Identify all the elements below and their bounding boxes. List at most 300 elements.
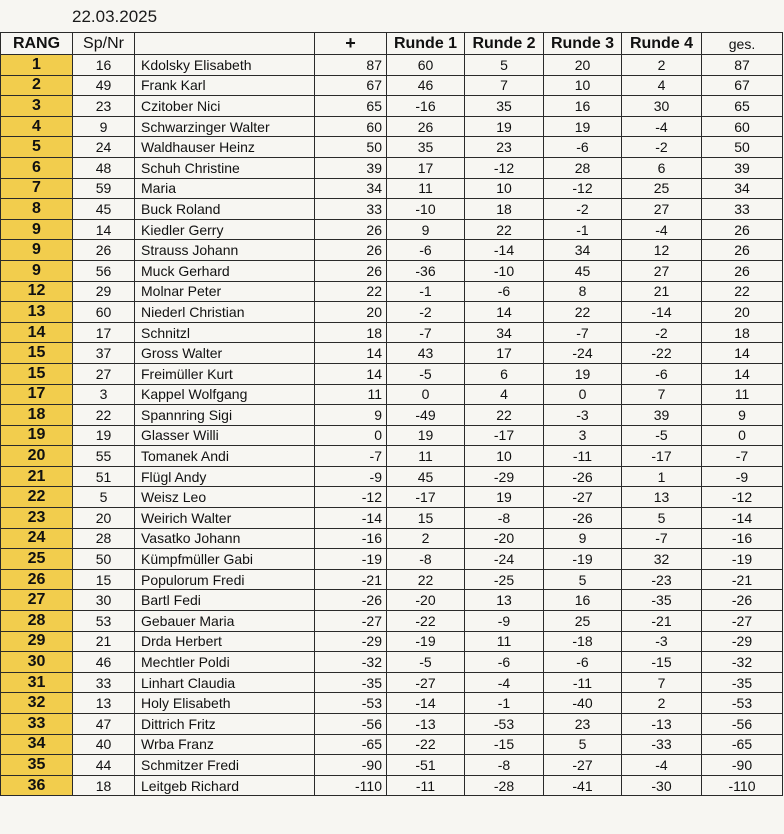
name-cell: Frank Karl bbox=[135, 75, 315, 96]
runde-1-cell: -49 bbox=[387, 405, 465, 426]
date-label: 22.03.2025 bbox=[72, 7, 158, 26]
runde-3-cell: -6 bbox=[544, 652, 622, 673]
name-cell: Gross Walter bbox=[135, 343, 315, 364]
rang-cell: 34 bbox=[1, 734, 73, 755]
runde-4-cell: 5 bbox=[622, 508, 702, 529]
table-row bbox=[1, 302, 783, 323]
name-cell: Molnar Peter bbox=[135, 281, 315, 302]
runde-3-cell: 20 bbox=[544, 55, 622, 76]
rang-cell: 24 bbox=[1, 528, 73, 549]
plus-cell: 18 bbox=[315, 322, 387, 343]
spnr-cell: 33 bbox=[73, 672, 135, 693]
plus-cell: -35 bbox=[315, 672, 387, 693]
spnr-cell: 47 bbox=[73, 714, 135, 735]
runde-4-cell: -22 bbox=[622, 343, 702, 364]
runde-3-cell: 8 bbox=[544, 281, 622, 302]
ges-cell: 60 bbox=[702, 116, 783, 137]
runde-2-cell: 17 bbox=[465, 343, 544, 364]
rang-cell: 5 bbox=[1, 137, 73, 158]
ges-cell: 14 bbox=[702, 343, 783, 364]
runde-1-cell: 2 bbox=[387, 528, 465, 549]
runde-3-cell: 9 bbox=[544, 528, 622, 549]
results-table bbox=[0, 32, 783, 796]
header-rang: RANG bbox=[1, 33, 73, 55]
runde-1-cell: -13 bbox=[387, 714, 465, 735]
spnr-cell: 56 bbox=[73, 260, 135, 281]
rang-cell: 21 bbox=[1, 466, 73, 487]
name-cell: Dittrich Fritz bbox=[135, 714, 315, 735]
spnr-cell: 17 bbox=[73, 322, 135, 343]
table-row bbox=[1, 281, 783, 302]
runde-3-cell: 0 bbox=[544, 384, 622, 405]
ges-cell: 26 bbox=[702, 240, 783, 261]
table-row bbox=[1, 672, 783, 693]
spnr-cell: 14 bbox=[73, 219, 135, 240]
plus-cell: -65 bbox=[315, 734, 387, 755]
plus-cell: -26 bbox=[315, 590, 387, 611]
plus-cell: -9 bbox=[315, 466, 387, 487]
header-runde-2: Runde 2 bbox=[465, 33, 544, 55]
runde-3-cell: -2 bbox=[544, 199, 622, 220]
runde-1-cell: -8 bbox=[387, 549, 465, 570]
rang-cell: 15 bbox=[1, 363, 73, 384]
runde-3-cell: 16 bbox=[544, 590, 622, 611]
runde-3-cell: -24 bbox=[544, 343, 622, 364]
runde-2-cell: -28 bbox=[465, 775, 544, 796]
ges-cell: -29 bbox=[702, 631, 783, 652]
table-row bbox=[1, 157, 783, 178]
runde-2-cell: 22 bbox=[465, 405, 544, 426]
ges-cell: 33 bbox=[702, 199, 783, 220]
runde-1-cell: -10 bbox=[387, 199, 465, 220]
ges-cell: -56 bbox=[702, 714, 783, 735]
runde-4-cell: 32 bbox=[622, 549, 702, 570]
rang-cell: 1 bbox=[1, 55, 73, 76]
plus-cell: 34 bbox=[315, 178, 387, 199]
runde-2-cell: 23 bbox=[465, 137, 544, 158]
rang-cell: 17 bbox=[1, 384, 73, 405]
runde-3-cell: -41 bbox=[544, 775, 622, 796]
spnr-cell: 29 bbox=[73, 281, 135, 302]
runde-1-cell: -7 bbox=[387, 322, 465, 343]
plus-cell: 33 bbox=[315, 199, 387, 220]
runde-1-cell: -5 bbox=[387, 363, 465, 384]
plus-cell: -53 bbox=[315, 693, 387, 714]
spnr-cell: 53 bbox=[73, 611, 135, 632]
plus-cell: 14 bbox=[315, 343, 387, 364]
table-row bbox=[1, 714, 783, 735]
table-row bbox=[1, 384, 783, 405]
runde-2-cell: -53 bbox=[465, 714, 544, 735]
ges-cell: -16 bbox=[702, 528, 783, 549]
plus-cell: -21 bbox=[315, 569, 387, 590]
runde-4-cell: 13 bbox=[622, 487, 702, 508]
runde-3-cell: 34 bbox=[544, 240, 622, 261]
runde-4-cell: 27 bbox=[622, 199, 702, 220]
runde-3-cell: -26 bbox=[544, 466, 622, 487]
spnr-cell: 13 bbox=[73, 693, 135, 714]
runde-4-cell: -5 bbox=[622, 425, 702, 446]
runde-1-cell: 35 bbox=[387, 137, 465, 158]
runde-2-cell: 13 bbox=[465, 590, 544, 611]
table-row bbox=[1, 631, 783, 652]
runde-2-cell: -1 bbox=[465, 693, 544, 714]
rang-cell: 27 bbox=[1, 590, 73, 611]
plus-cell: 26 bbox=[315, 219, 387, 240]
runde-3-cell: 25 bbox=[544, 611, 622, 632]
ges-cell: 20 bbox=[702, 302, 783, 323]
runde-1-cell: 15 bbox=[387, 508, 465, 529]
rang-cell: 14 bbox=[1, 322, 73, 343]
header-runde-4: Runde 4 bbox=[622, 33, 702, 55]
rang-cell: 4 bbox=[1, 116, 73, 137]
runde-1-cell: -6 bbox=[387, 240, 465, 261]
plus-cell: 67 bbox=[315, 75, 387, 96]
name-cell: Mechtler Poldi bbox=[135, 652, 315, 673]
runde-2-cell: -20 bbox=[465, 528, 544, 549]
runde-2-cell: 22 bbox=[465, 219, 544, 240]
plus-cell: -90 bbox=[315, 755, 387, 776]
runde-1-cell: 11 bbox=[387, 446, 465, 467]
runde-1-cell: 11 bbox=[387, 178, 465, 199]
table-row bbox=[1, 137, 783, 158]
runde-1-cell: -5 bbox=[387, 652, 465, 673]
runde-2-cell: 18 bbox=[465, 199, 544, 220]
runde-4-cell: 7 bbox=[622, 384, 702, 405]
ges-cell: -14 bbox=[702, 508, 783, 529]
runde-3-cell: 19 bbox=[544, 363, 622, 384]
ges-cell: -53 bbox=[702, 693, 783, 714]
table-body bbox=[1, 55, 783, 796]
plus-cell: -16 bbox=[315, 528, 387, 549]
table-row bbox=[1, 528, 783, 549]
table-row bbox=[1, 178, 783, 199]
plus-cell: -29 bbox=[315, 631, 387, 652]
rang-cell: 2 bbox=[1, 75, 73, 96]
runde-3-cell: 5 bbox=[544, 734, 622, 755]
plus-cell: 9 bbox=[315, 405, 387, 426]
table-row bbox=[1, 734, 783, 755]
name-cell: Maria bbox=[135, 178, 315, 199]
ges-cell: 67 bbox=[702, 75, 783, 96]
ges-cell: 11 bbox=[702, 384, 783, 405]
runde-2-cell: -17 bbox=[465, 425, 544, 446]
plus-cell: 22 bbox=[315, 281, 387, 302]
runde-2-cell: -24 bbox=[465, 549, 544, 570]
runde-1-cell: -1 bbox=[387, 281, 465, 302]
runde-2-cell: -4 bbox=[465, 672, 544, 693]
ges-cell: 26 bbox=[702, 219, 783, 240]
ges-cell: -90 bbox=[702, 755, 783, 776]
runde-2-cell: -15 bbox=[465, 734, 544, 755]
spnr-cell: 9 bbox=[73, 116, 135, 137]
ges-cell: -35 bbox=[702, 672, 783, 693]
rang-cell: 20 bbox=[1, 446, 73, 467]
runde-2-cell: 6 bbox=[465, 363, 544, 384]
runde-3-cell: -40 bbox=[544, 693, 622, 714]
runde-3-cell: 45 bbox=[544, 260, 622, 281]
table-row bbox=[1, 219, 783, 240]
spnr-cell: 19 bbox=[73, 425, 135, 446]
spnr-cell: 20 bbox=[73, 508, 135, 529]
runde-1-cell: 17 bbox=[387, 157, 465, 178]
spnr-cell: 48 bbox=[73, 157, 135, 178]
plus-cell: -110 bbox=[315, 775, 387, 796]
runde-4-cell: 4 bbox=[622, 75, 702, 96]
rang-cell: 13 bbox=[1, 302, 73, 323]
rang-cell: 29 bbox=[1, 631, 73, 652]
runde-4-cell: -14 bbox=[622, 302, 702, 323]
runde-4-cell: 1 bbox=[622, 466, 702, 487]
runde-3-cell: 28 bbox=[544, 157, 622, 178]
runde-3-cell: -7 bbox=[544, 322, 622, 343]
table-row bbox=[1, 363, 783, 384]
runde-4-cell: 27 bbox=[622, 260, 702, 281]
plus-cell: 65 bbox=[315, 96, 387, 117]
runde-2-cell: -8 bbox=[465, 755, 544, 776]
runde-3-cell: -1 bbox=[544, 219, 622, 240]
rang-cell: 22 bbox=[1, 487, 73, 508]
rang-cell: 6 bbox=[1, 157, 73, 178]
ges-cell: 9 bbox=[702, 405, 783, 426]
runde-1-cell: 0 bbox=[387, 384, 465, 405]
plus-cell: 39 bbox=[315, 157, 387, 178]
rang-cell: 32 bbox=[1, 693, 73, 714]
ges-cell: 18 bbox=[702, 322, 783, 343]
runde-4-cell: -35 bbox=[622, 590, 702, 611]
name-cell: Weirich Walter bbox=[135, 508, 315, 529]
spnr-cell: 18 bbox=[73, 775, 135, 796]
runde-1-cell: -20 bbox=[387, 590, 465, 611]
runde-4-cell: 25 bbox=[622, 178, 702, 199]
runde-2-cell: 34 bbox=[465, 322, 544, 343]
runde-1-cell: -51 bbox=[387, 755, 465, 776]
ges-cell: -19 bbox=[702, 549, 783, 570]
name-cell: Linhart Claudia bbox=[135, 672, 315, 693]
table-row bbox=[1, 466, 783, 487]
runde-2-cell: 19 bbox=[465, 116, 544, 137]
ges-cell: 0 bbox=[702, 425, 783, 446]
ges-cell: 34 bbox=[702, 178, 783, 199]
table-row bbox=[1, 549, 783, 570]
rang-cell: 3 bbox=[1, 96, 73, 117]
name-cell: Populorum Fredi bbox=[135, 569, 315, 590]
runde-1-cell: 43 bbox=[387, 343, 465, 364]
runde-4-cell: 39 bbox=[622, 405, 702, 426]
runde-4-cell: -21 bbox=[622, 611, 702, 632]
ges-cell: 26 bbox=[702, 260, 783, 281]
runde-3-cell: -11 bbox=[544, 446, 622, 467]
plus-cell: -32 bbox=[315, 652, 387, 673]
header-ges: ges. bbox=[702, 33, 783, 55]
ges-cell: 87 bbox=[702, 55, 783, 76]
plus-cell: 60 bbox=[315, 116, 387, 137]
plus-cell: -19 bbox=[315, 549, 387, 570]
runde-3-cell: -27 bbox=[544, 755, 622, 776]
plus-cell: 26 bbox=[315, 240, 387, 261]
name-cell: Buck Roland bbox=[135, 199, 315, 220]
header-runde-3: Runde 3 bbox=[544, 33, 622, 55]
spnr-cell: 16 bbox=[73, 55, 135, 76]
runde-2-cell: -29 bbox=[465, 466, 544, 487]
name-cell: Kiedler Gerry bbox=[135, 219, 315, 240]
rang-cell: 28 bbox=[1, 611, 73, 632]
header-runde-1: Runde 1 bbox=[387, 33, 465, 55]
spnr-cell: 50 bbox=[73, 549, 135, 570]
plus-cell: 26 bbox=[315, 260, 387, 281]
name-cell: Vasatko Johann bbox=[135, 528, 315, 549]
runde-4-cell: 7 bbox=[622, 672, 702, 693]
name-cell: Spannring Sigi bbox=[135, 405, 315, 426]
runde-1-cell: 60 bbox=[387, 55, 465, 76]
ges-cell: -26 bbox=[702, 590, 783, 611]
runde-4-cell: -7 bbox=[622, 528, 702, 549]
table-row bbox=[1, 652, 783, 673]
runde-4-cell: -17 bbox=[622, 446, 702, 467]
spnr-cell: 5 bbox=[73, 487, 135, 508]
plus-cell: -56 bbox=[315, 714, 387, 735]
header-name bbox=[135, 33, 315, 55]
plus-cell: 11 bbox=[315, 384, 387, 405]
runde-3-cell: 16 bbox=[544, 96, 622, 117]
table-row bbox=[1, 199, 783, 220]
rang-cell: 7 bbox=[1, 178, 73, 199]
rang-cell: 25 bbox=[1, 549, 73, 570]
rang-cell: 31 bbox=[1, 672, 73, 693]
name-cell: Freimüller Kurt bbox=[135, 363, 315, 384]
spnr-cell: 45 bbox=[73, 199, 135, 220]
ges-cell: 22 bbox=[702, 281, 783, 302]
plus-cell: -7 bbox=[315, 446, 387, 467]
runde-4-cell: -4 bbox=[622, 755, 702, 776]
runde-4-cell: 12 bbox=[622, 240, 702, 261]
runde-2-cell: -8 bbox=[465, 508, 544, 529]
plus-cell: -12 bbox=[315, 487, 387, 508]
runde-4-cell: -4 bbox=[622, 116, 702, 137]
runde-2-cell: -6 bbox=[465, 652, 544, 673]
runde-1-cell: -22 bbox=[387, 734, 465, 755]
runde-1-cell: -36 bbox=[387, 260, 465, 281]
ges-cell: 14 bbox=[702, 363, 783, 384]
table-row bbox=[1, 755, 783, 776]
runde-4-cell: -33 bbox=[622, 734, 702, 755]
runde-3-cell: 10 bbox=[544, 75, 622, 96]
name-cell: Gebauer Maria bbox=[135, 611, 315, 632]
runde-4-cell: -6 bbox=[622, 363, 702, 384]
spnr-cell: 51 bbox=[73, 466, 135, 487]
runde-4-cell: -4 bbox=[622, 219, 702, 240]
table-row bbox=[1, 75, 783, 96]
name-cell: Waldhauser Heinz bbox=[135, 137, 315, 158]
rang-cell: 19 bbox=[1, 425, 73, 446]
runde-4-cell: 6 bbox=[622, 157, 702, 178]
ges-cell: -110 bbox=[702, 775, 783, 796]
name-cell: Schmitzer Fredi bbox=[135, 755, 315, 776]
runde-2-cell: 10 bbox=[465, 178, 544, 199]
ges-cell: -65 bbox=[702, 734, 783, 755]
runde-1-cell: -22 bbox=[387, 611, 465, 632]
table-row bbox=[1, 240, 783, 261]
table-row bbox=[1, 116, 783, 137]
runde-1-cell: 45 bbox=[387, 466, 465, 487]
table-row bbox=[1, 446, 783, 467]
runde-2-cell: 10 bbox=[465, 446, 544, 467]
ges-cell: -9 bbox=[702, 466, 783, 487]
rang-cell: 23 bbox=[1, 508, 73, 529]
name-cell: Weisz Leo bbox=[135, 487, 315, 508]
runde-3-cell: -3 bbox=[544, 405, 622, 426]
ges-cell: 65 bbox=[702, 96, 783, 117]
runde-1-cell: -11 bbox=[387, 775, 465, 796]
runde-4-cell: -2 bbox=[622, 322, 702, 343]
rang-cell: 9 bbox=[1, 260, 73, 281]
ges-cell: -12 bbox=[702, 487, 783, 508]
runde-4-cell: -30 bbox=[622, 775, 702, 796]
plus-cell: 14 bbox=[315, 363, 387, 384]
table-row bbox=[1, 508, 783, 529]
runde-2-cell: 19 bbox=[465, 487, 544, 508]
runde-4-cell: -2 bbox=[622, 137, 702, 158]
rang-cell: 35 bbox=[1, 755, 73, 776]
table-row bbox=[1, 96, 783, 117]
rang-cell: 12 bbox=[1, 281, 73, 302]
runde-2-cell: 11 bbox=[465, 631, 544, 652]
runde-1-cell: 22 bbox=[387, 569, 465, 590]
runde-4-cell: 30 bbox=[622, 96, 702, 117]
runde-3-cell: -27 bbox=[544, 487, 622, 508]
name-cell: Tomanek Andi bbox=[135, 446, 315, 467]
runde-2-cell: 4 bbox=[465, 384, 544, 405]
table-row bbox=[1, 693, 783, 714]
runde-3-cell: -12 bbox=[544, 178, 622, 199]
name-cell: Flügl Andy bbox=[135, 466, 315, 487]
name-cell: Strauss Johann bbox=[135, 240, 315, 261]
spnr-cell: 27 bbox=[73, 363, 135, 384]
runde-2-cell: -9 bbox=[465, 611, 544, 632]
name-cell: Niederl Christian bbox=[135, 302, 315, 323]
table-row bbox=[1, 590, 783, 611]
runde-3-cell: -26 bbox=[544, 508, 622, 529]
spnr-cell: 28 bbox=[73, 528, 135, 549]
runde-1-cell: 46 bbox=[387, 75, 465, 96]
name-cell: Schuh Christine bbox=[135, 157, 315, 178]
spnr-cell: 59 bbox=[73, 178, 135, 199]
plus-cell: -27 bbox=[315, 611, 387, 632]
spnr-cell: 60 bbox=[73, 302, 135, 323]
table-row bbox=[1, 775, 783, 796]
rang-cell: 26 bbox=[1, 569, 73, 590]
runde-3-cell: -18 bbox=[544, 631, 622, 652]
runde-4-cell: 2 bbox=[622, 693, 702, 714]
runde-4-cell: 21 bbox=[622, 281, 702, 302]
name-cell: Muck Gerhard bbox=[135, 260, 315, 281]
runde-1-cell: -2 bbox=[387, 302, 465, 323]
runde-1-cell: -14 bbox=[387, 693, 465, 714]
rang-cell: 9 bbox=[1, 219, 73, 240]
header-row bbox=[1, 33, 783, 55]
ges-cell: -32 bbox=[702, 652, 783, 673]
spnr-cell: 3 bbox=[73, 384, 135, 405]
table-row bbox=[1, 343, 783, 364]
runde-3-cell: 23 bbox=[544, 714, 622, 735]
rang-cell: 9 bbox=[1, 240, 73, 261]
table-row bbox=[1, 487, 783, 508]
runde-2-cell: 5 bbox=[465, 55, 544, 76]
runde-1-cell: 9 bbox=[387, 219, 465, 240]
spnr-cell: 37 bbox=[73, 343, 135, 364]
spnr-cell: 49 bbox=[73, 75, 135, 96]
runde-1-cell: -16 bbox=[387, 96, 465, 117]
